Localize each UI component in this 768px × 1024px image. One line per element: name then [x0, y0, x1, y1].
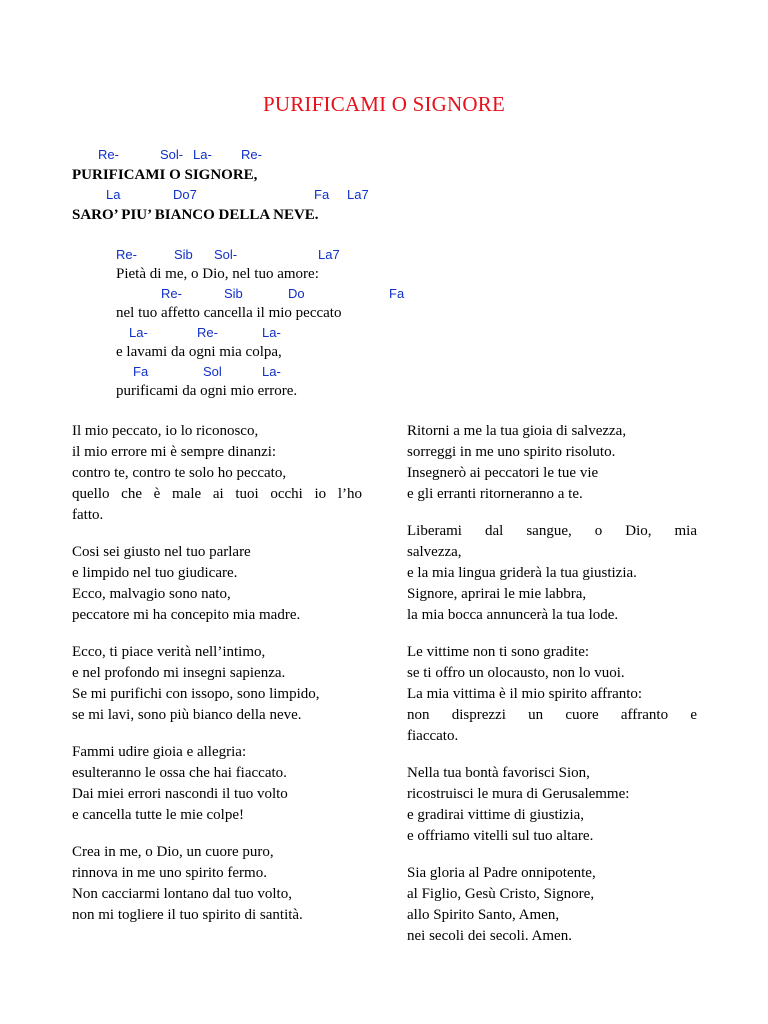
verse-line: esulteranno le ossa che hai fiaccato. — [72, 765, 287, 781]
chord: Fa — [314, 187, 330, 202]
stanza — [72, 642, 362, 726]
verse-line: Non cacciarmi lontano dal tuo volto, — [72, 886, 292, 902]
verse-line: Cosi sei giusto nel tuo parlare — [72, 544, 251, 560]
verse-line: purificami da ogni mio errore. — [116, 383, 298, 399]
chord-line — [0, 147, 768, 163]
chord: Fa — [133, 364, 149, 379]
verse-line: Sia gloria al Padre onnipotente, — [407, 865, 596, 881]
verse-line: peccatore mi ha concepito mia madre. — [72, 607, 301, 623]
verse-line: non disprezzi un cuore affranto e — [407, 707, 697, 723]
left-column — [72, 421, 362, 942]
chord-line — [0, 325, 768, 341]
verse-line: se mi lavi, sono più bianco della neve. — [72, 707, 302, 723]
verse-line: allo Spirito Santo, Amen, — [407, 907, 560, 923]
verse-line: Pietà di me, o Dio, nel tuo amore: — [116, 266, 319, 282]
chord: Do7 — [173, 187, 197, 202]
verse-line: non mi togliere il tuo spirito di santità. — [72, 907, 303, 923]
chord: La- — [129, 325, 148, 340]
stanza — [72, 542, 362, 626]
chorus-line: PURIFICAMI O SIGNORE, — [72, 167, 258, 183]
verse-line: fiaccato. — [407, 728, 459, 744]
verse-line: fatto. — [72, 507, 104, 523]
chord: Sib — [174, 247, 193, 262]
verse-line: nei secoli dei secoli. Amen. — [407, 928, 572, 944]
chord-line — [0, 187, 768, 203]
chord: Sib — [224, 286, 243, 301]
chorus-line: SARO’ PIU’ BIANCO DELLA NEVE. — [72, 207, 319, 223]
chord-line — [0, 364, 768, 380]
stanza — [72, 842, 362, 926]
chord: Re- — [161, 286, 182, 301]
chord: Do — [288, 286, 305, 301]
verse-line: e offriamo vitelli sul tuo altare. — [407, 828, 594, 844]
verse-line: Ritorni a me la tua gioia di salvezza, — [407, 423, 627, 439]
verse-line: Ecco, malvagio sono nato, — [72, 586, 231, 602]
verse-line: salvezza, — [407, 544, 462, 560]
chord-line — [0, 286, 768, 302]
chord: La7 — [318, 247, 340, 262]
chord: Fa — [389, 286, 405, 301]
stanza — [407, 763, 697, 847]
chord: Sol- — [214, 247, 238, 262]
chord: La- — [193, 147, 212, 162]
verse-line: sorreggi in me uno spirito risoluto. — [407, 444, 616, 460]
verse-line: Se mi purifichi con issopo, sono limpido, — [72, 686, 320, 702]
stanza — [407, 642, 697, 747]
verse-line: Signore, aprirai le mie labbra, — [407, 586, 587, 602]
verse-line: ricostruisci le mura di Gerusalemme: — [407, 786, 630, 802]
verse-line: Le vittime non ti sono gradite: — [407, 644, 590, 660]
chord: Sol — [203, 364, 222, 379]
verse-line: La mia vittima è il mio spirito affranto: — [407, 686, 643, 702]
verse-line: Insegnerò ai peccatori le tue vie — [407, 465, 599, 481]
verse-line: il mio errore mi è sempre dinanzi: — [72, 444, 277, 460]
chord: Re- — [241, 147, 262, 162]
stanza — [72, 742, 362, 826]
verse-line: se ti offro un olocausto, non lo vuoi. — [407, 665, 625, 681]
chord: La- — [262, 325, 281, 340]
verse-line: e gradirai vittime di giustizia, — [407, 807, 585, 823]
verse-line: la mia bocca annuncerà la tua lode. — [407, 607, 619, 623]
chord: La7 — [347, 187, 369, 202]
stanza — [72, 421, 362, 526]
verse-line: e la mia lingua griderà la tua giustizia. — [407, 565, 637, 581]
stanza — [407, 521, 697, 626]
verse-line: Liberami dal sangue, o Dio, mia — [407, 523, 697, 539]
stanza — [407, 863, 697, 947]
chord: Sol- — [160, 147, 184, 162]
song-title: PURIFICAMI O SIGNORE — [262, 92, 506, 116]
verse-line: e lavami da ogni mia colpa, — [116, 344, 282, 360]
chord: Re- — [98, 147, 119, 162]
chord: La- — [262, 364, 281, 379]
verse-line: nel tuo affetto cancella il mio peccato — [116, 305, 342, 321]
chord-line — [0, 247, 768, 263]
verse-line: e cancella tutte le mie colpe! — [72, 807, 244, 823]
verse-line: Ecco, ti piace verità nell’intimo, — [72, 644, 266, 660]
verse-line: rinnova in me uno spirito fermo. — [72, 865, 267, 881]
chord: Re- — [116, 247, 137, 262]
verse-line: contro te, contro te solo ho peccato, — [72, 465, 287, 481]
verse-line: Fammi udire gioia e allegria: — [72, 744, 247, 760]
verse-line: Nella tua bontà favorisci Sion, — [407, 765, 590, 781]
verse-line: e limpido nel tuo giudicare. — [72, 565, 238, 581]
right-column — [407, 421, 697, 963]
stanza — [407, 421, 697, 505]
chord: Re- — [197, 325, 218, 340]
verse-line: al Figlio, Gesù Cristo, Signore, — [407, 886, 595, 902]
verse-line: Crea in me, o Dio, un cuore puro, — [72, 844, 274, 860]
verse-line: quello che è male ai tuoi occhi io l’ho — [72, 486, 362, 502]
chord: La — [106, 187, 121, 202]
verse-line: Dai miei errori nascondi il tuo volto — [72, 786, 288, 802]
verse-line: e gli erranti ritorneranno a te. — [407, 486, 583, 502]
verse-line: Il mio peccato, io lo riconosco, — [72, 423, 259, 439]
verse-line: e nel profondo mi insegni sapienza. — [72, 665, 286, 681]
